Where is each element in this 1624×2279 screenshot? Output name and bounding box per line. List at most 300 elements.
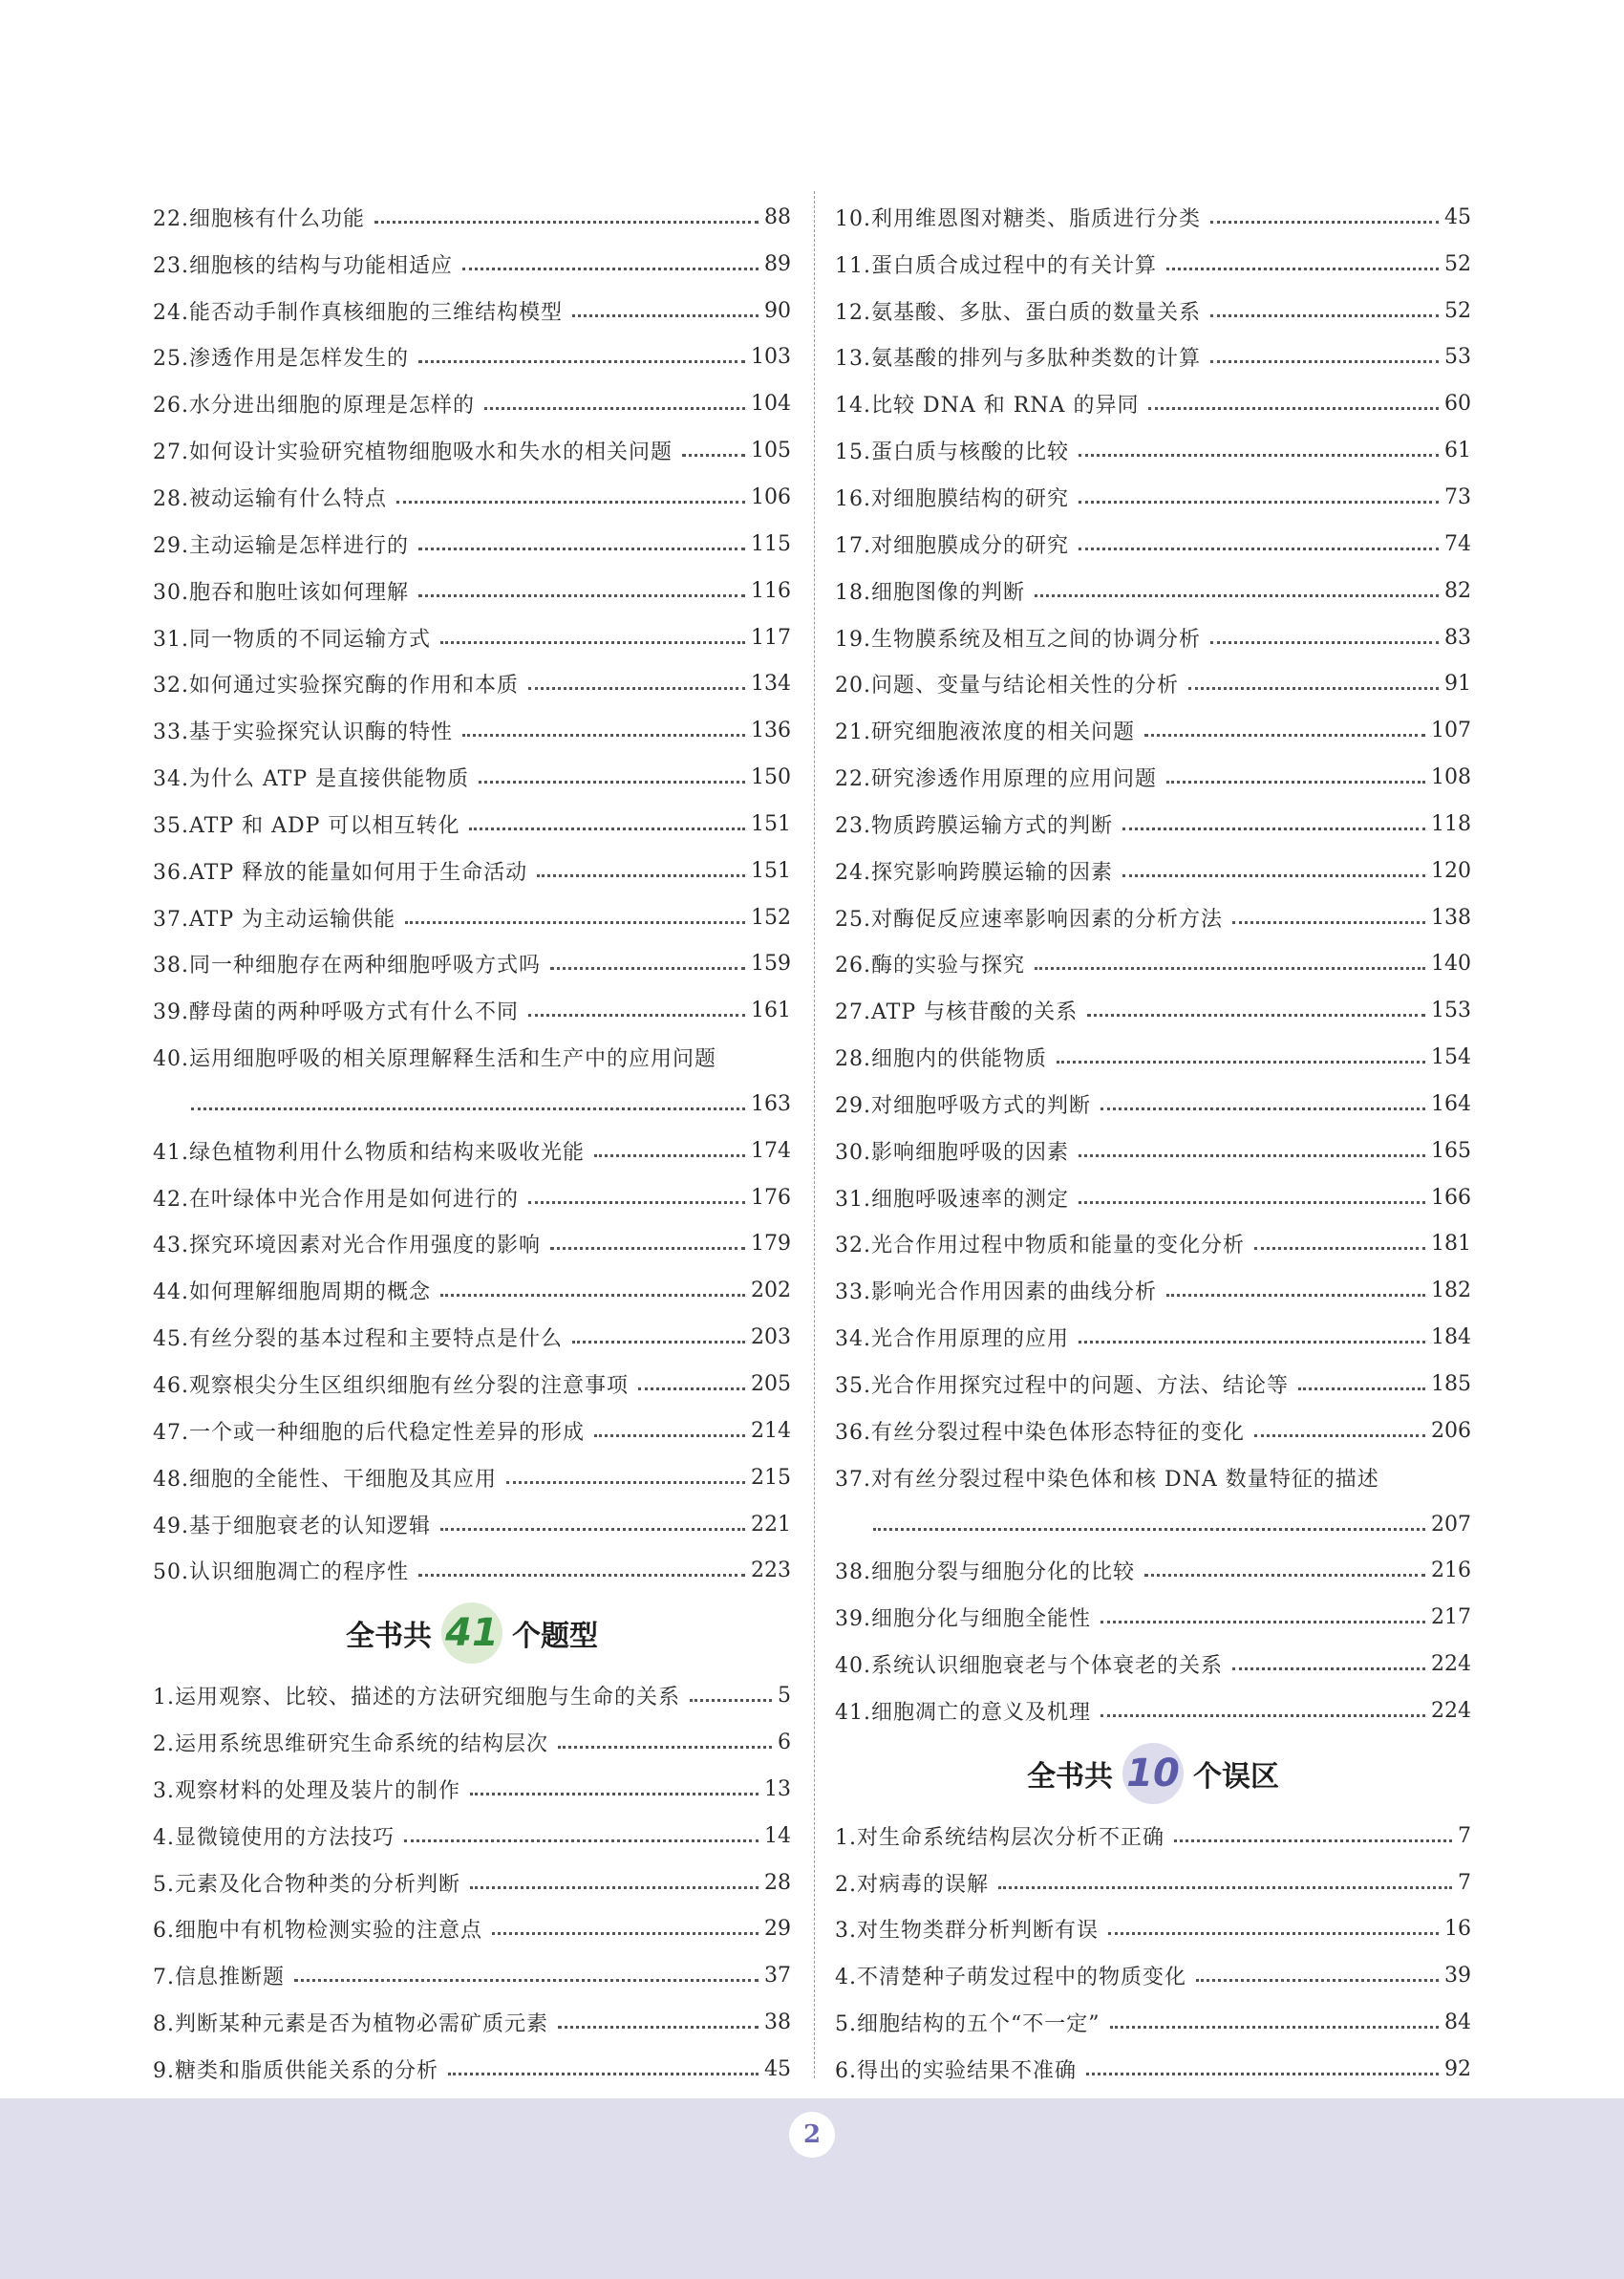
leader-dots xyxy=(1254,1434,1425,1437)
entry-title: 35.光合作用探究过程中的问题、方法、结论等 xyxy=(835,1374,1289,1399)
leader-dots xyxy=(1100,1107,1425,1110)
entry-page: 163 xyxy=(751,1091,791,1116)
entry-page: 164 xyxy=(1431,1091,1471,1116)
entry-title: 29.主动运输是怎样进行的 xyxy=(153,533,409,558)
toc-entry[interactable] xyxy=(153,568,791,614)
leader-dots xyxy=(873,1528,1425,1531)
entry-title: 28.被动运输有什么特点 xyxy=(153,486,387,511)
leader-dots xyxy=(1122,828,1425,830)
entry-title: 37.ATP 为主动运输供能 xyxy=(153,907,396,932)
toc-entry[interactable] xyxy=(835,1034,1471,1081)
entry-page: 152 xyxy=(751,905,791,930)
entry-title: 42.在叶绿体中光合作用是如何进行的 xyxy=(153,1187,519,1212)
entry-title: 20.问题、变量与结论相关性的分析 xyxy=(835,674,1179,699)
entry-title: 50.认识细胞凋亡的程序性 xyxy=(153,1560,409,1585)
toc-entry[interactable] xyxy=(835,194,1471,241)
leader-dots xyxy=(1079,1341,1425,1344)
entry-title: 49.基于细胞衰老的认知逻辑 xyxy=(153,1514,431,1538)
entry-page: 38 xyxy=(764,2010,791,2035)
entry-page: 181 xyxy=(1431,1232,1471,1257)
entry-page: 39 xyxy=(1444,1964,1471,1989)
entry-title: 3.观察材料的处理及装片的制作 xyxy=(153,1778,460,1803)
entry-title: 34.为什么 ATP 是直接供能物质 xyxy=(153,767,470,792)
entry-page: 89 xyxy=(764,251,791,276)
toc-entry[interactable] xyxy=(835,1688,1471,1734)
leader-dots xyxy=(440,1294,745,1297)
entry-page: 140 xyxy=(1431,952,1471,977)
entry-page: 90 xyxy=(764,298,791,323)
entry-title: 16.对细胞膜结构的研究 xyxy=(835,486,1069,511)
leader-dots xyxy=(1166,268,1439,270)
toc-entry[interactable] xyxy=(153,1174,791,1221)
entry-page: 83 xyxy=(1444,625,1471,650)
toc-entry[interactable] xyxy=(835,1081,1471,1128)
toc-entry[interactable] xyxy=(153,521,791,568)
entry-page: 60 xyxy=(1444,392,1471,417)
leader-dots xyxy=(404,1839,759,1842)
leader-dots xyxy=(572,314,759,317)
entry-title: 36.ATP 释放的能量如何用于生命活动 xyxy=(153,860,528,885)
entry-page: 52 xyxy=(1444,298,1471,323)
toc-entry[interactable] xyxy=(835,241,1471,288)
leader-dots xyxy=(1254,1247,1425,1250)
entry-page: 14 xyxy=(764,1823,791,1848)
entry-title: 18.细胞图像的判断 xyxy=(835,580,1025,605)
leader-dots xyxy=(1122,874,1425,877)
entry-title: 3.对生物类群分析判断有误 xyxy=(835,1919,1099,1944)
toc-entry[interactable] xyxy=(153,1314,791,1361)
entry-title: 6.细胞中有机物检测实验的注意点 xyxy=(153,1919,482,1944)
section-header-types xyxy=(153,1594,791,1672)
entry-page: 166 xyxy=(1431,1185,1471,1210)
leader-dots xyxy=(506,1481,745,1484)
entry-title: 31.同一物质的不同运输方式 xyxy=(153,627,431,652)
leader-dots xyxy=(1079,548,1439,550)
toc-entry-continuation[interactable] xyxy=(835,1501,1471,1548)
entry-title: 4.不清楚种子萌发过程中的物质变化 xyxy=(835,1966,1186,1990)
entry-title: 33.基于实验探究认识酶的特性 xyxy=(153,720,453,745)
toc-entry[interactable] xyxy=(835,380,1471,427)
entry-title: 39.细胞分化与细胞全能性 xyxy=(835,1607,1091,1632)
leader-dots xyxy=(1144,734,1425,737)
entry-title: 46.观察根尖分生区组织细胞有丝分裂的注意事项 xyxy=(153,1374,629,1399)
section-prefix: 全书共 xyxy=(346,1620,432,1654)
entry-page: 117 xyxy=(751,625,791,650)
toc-entry[interactable] xyxy=(153,801,791,848)
entry-page: 224 xyxy=(1431,1698,1471,1723)
entry-title: 9.糖类和脂质供能关系的分析 xyxy=(153,2058,438,2083)
leader-dots xyxy=(418,1574,745,1577)
entry-title: 47.一个或一种细胞的后代稳定性差异的形成 xyxy=(153,1420,585,1445)
leader-dots xyxy=(484,407,745,410)
toc-entry[interactable] xyxy=(835,568,1471,614)
toc-entry[interactable] xyxy=(835,1999,1471,2046)
leader-dots xyxy=(1148,407,1439,410)
leader-dots xyxy=(1057,1061,1425,1064)
entry-page: 221 xyxy=(751,1512,791,1537)
toc-entry[interactable] xyxy=(835,1860,1471,1906)
toc-entry[interactable] xyxy=(153,1034,791,1081)
toc-entry[interactable] xyxy=(153,194,791,241)
entry-page: 151 xyxy=(751,811,791,836)
toc-entry[interactable] xyxy=(835,894,1471,941)
entry-title: 13.氨基酸的排列与多肽种类数的计算 xyxy=(835,347,1201,372)
entry-title: 2.对病毒的误解 xyxy=(835,1872,989,1897)
toc-entry[interactable] xyxy=(835,1128,1471,1174)
entry-page: 37 xyxy=(764,1964,791,1989)
entry-page: 52 xyxy=(1444,251,1471,276)
entry-page: 224 xyxy=(1431,1652,1471,1677)
entry-page: 154 xyxy=(1431,1045,1471,1070)
entry-title: 27.如何设计实验研究植物细胞吸水和失水的相关问题 xyxy=(153,441,673,465)
toc-entry[interactable] xyxy=(153,987,791,1034)
section-suffix: 个误区 xyxy=(1193,1759,1279,1794)
entry-page: 203 xyxy=(751,1325,791,1350)
leader-dots xyxy=(1035,594,1439,597)
leader-dots xyxy=(418,360,745,363)
toc-entry[interactable] xyxy=(153,241,791,288)
page-number: 2 xyxy=(789,2112,835,2158)
toc-entry[interactable] xyxy=(153,1361,791,1408)
toc-entry[interactable] xyxy=(153,1221,791,1268)
toc-entry[interactable] xyxy=(153,380,791,427)
leader-dots xyxy=(1188,687,1439,690)
leader-dots xyxy=(294,1979,759,1982)
toc-entry[interactable] xyxy=(153,1719,791,1766)
leader-dots xyxy=(537,874,745,877)
entry-page: 118 xyxy=(1431,811,1471,836)
count-badge: 10 xyxy=(1122,1743,1184,1804)
leader-dots xyxy=(1079,1154,1425,1157)
toc-entry[interactable] xyxy=(153,1906,791,1953)
leader-dots xyxy=(528,687,745,690)
leader-dots xyxy=(572,1341,745,1344)
entry-title: 28.细胞内的供能物质 xyxy=(835,1047,1047,1072)
toc-entry[interactable] xyxy=(835,1547,1471,1594)
entry-title: 45.有丝分裂的基本过程和主要特点是什么 xyxy=(153,1327,563,1352)
section-suffix: 个题型 xyxy=(512,1620,598,1654)
entry-page: 82 xyxy=(1444,578,1471,603)
entry-title: 23.细胞核的结构与功能相适应 xyxy=(153,253,453,278)
leader-dots xyxy=(1079,501,1439,504)
entry-page: 202 xyxy=(751,1279,791,1303)
toc-entry[interactable] xyxy=(835,754,1471,801)
right-column xyxy=(835,194,1471,2093)
entry-page: 185 xyxy=(1431,1372,1471,1397)
toc-entry[interactable] xyxy=(153,288,791,334)
toc-entry[interactable] xyxy=(153,894,791,941)
entry-page: 13 xyxy=(764,1776,791,1801)
toc-entry[interactable] xyxy=(153,1672,791,1719)
leader-dots xyxy=(682,454,745,457)
entry-title: 38.细胞分裂与细胞分化的比较 xyxy=(835,1560,1135,1585)
toc-entry[interactable] xyxy=(153,1766,791,1813)
entry-page: 16 xyxy=(1444,1917,1471,1942)
toc-entry[interactable] xyxy=(835,521,1471,568)
entry-title: 23.物质跨膜运输方式的判断 xyxy=(835,813,1113,838)
entry-title: 1.运用观察、比较、描述的方法研究细胞与生命的关系 xyxy=(153,1686,680,1710)
toc-entry[interactable] xyxy=(835,1906,1471,1953)
leader-dots xyxy=(1210,221,1439,224)
left-column xyxy=(153,194,791,2093)
toc-entry[interactable] xyxy=(153,848,791,894)
entry-page: 136 xyxy=(751,719,791,743)
leader-dots xyxy=(418,548,745,550)
toc-entry[interactable] xyxy=(153,1999,791,2046)
entry-title: 11.蛋白质合成过程中的有关计算 xyxy=(835,253,1157,278)
entry-page: 174 xyxy=(751,1138,791,1163)
leader-dots xyxy=(1035,967,1425,970)
leader-dots xyxy=(448,2073,759,2075)
leader-dots xyxy=(594,1154,745,1157)
entry-title: 24.探究影响跨膜运输的因素 xyxy=(835,860,1113,885)
entry-page: 53 xyxy=(1444,345,1471,370)
toc-entry[interactable] xyxy=(835,1361,1471,1408)
entry-page: 107 xyxy=(1431,719,1471,743)
entry-title: 17.对细胞膜成分的研究 xyxy=(835,533,1069,558)
leader-dots xyxy=(638,1387,745,1390)
toc-entry[interactable] xyxy=(835,474,1471,521)
toc-entry[interactable] xyxy=(835,1221,1471,1268)
toc-entry[interactable] xyxy=(153,1454,791,1501)
leader-dots xyxy=(492,1932,759,1935)
toc-entry[interactable] xyxy=(835,660,1471,707)
entry-page: 28 xyxy=(764,1870,791,1895)
entry-page: 179 xyxy=(751,1232,791,1257)
section-header-errors xyxy=(835,1734,1471,1813)
toc-entry[interactable] xyxy=(153,2046,791,2093)
entry-title: 29.对细胞呼吸方式的判断 xyxy=(835,1093,1091,1118)
entry-title: 36.有丝分裂过程中染色体形态特征的变化 xyxy=(835,1420,1245,1445)
entry-title: 40.运用细胞呼吸的相关原理解释生活和生产中的应用问题 xyxy=(153,1047,716,1072)
toc-entry[interactable] xyxy=(835,427,1471,474)
toc-entry[interactable] xyxy=(835,941,1471,988)
entry-title: 12.氨基酸、多肽、蛋白质的数量关系 xyxy=(835,300,1201,325)
entry-title: 5.细胞结构的五个“不一定” xyxy=(835,2012,1100,2037)
entry-title: 27.ATP 与核苷酸的关系 xyxy=(835,1000,1079,1025)
entry-title: 30.胞吞和胞吐该如何理解 xyxy=(153,580,409,605)
toc-entry[interactable] xyxy=(153,707,791,754)
entry-title: 22.细胞核有什么功能 xyxy=(153,206,365,231)
entry-page: 6 xyxy=(778,1731,791,1755)
entry-page: 5 xyxy=(778,1684,791,1709)
entry-title: 26.水分进出细胞的原理是怎样的 xyxy=(153,394,475,419)
toc-entry[interactable] xyxy=(835,1314,1471,1361)
leader-dots xyxy=(1166,1294,1425,1297)
toc-entry[interactable] xyxy=(153,1813,791,1860)
toc-entry[interactable] xyxy=(835,1594,1471,1641)
leader-dots xyxy=(528,1014,745,1017)
entry-title: 1.对生命系统结构层次分析不正确 xyxy=(835,1825,1165,1850)
entry-title: 32.光合作用过程中物质和能量的变化分析 xyxy=(835,1234,1245,1258)
entry-page: 61 xyxy=(1444,439,1471,463)
entry-page: 105 xyxy=(751,439,791,463)
entry-title: 43.探究环境因素对光合作用强度的影响 xyxy=(153,1234,541,1258)
leader-dots xyxy=(1232,921,1425,924)
entry-title: 30.影响细胞呼吸的因素 xyxy=(835,1140,1069,1165)
entry-page: 88 xyxy=(764,204,791,229)
toc-entry[interactable] xyxy=(153,427,791,474)
leader-dots xyxy=(1166,781,1425,784)
toc-entry[interactable] xyxy=(835,288,1471,334)
toc-entry[interactable] xyxy=(835,614,1471,661)
toc-entry[interactable] xyxy=(835,848,1471,894)
leader-dots xyxy=(1210,314,1439,317)
leader-dots xyxy=(374,221,759,224)
entry-title: 35.ATP 和 ADP 可以相互转化 xyxy=(153,813,460,838)
entry-page: 159 xyxy=(751,952,791,977)
toc-entry[interactable] xyxy=(153,1501,791,1548)
entry-page: 104 xyxy=(751,392,791,417)
entry-title: 34.光合作用原理的应用 xyxy=(835,1327,1069,1352)
leader-dots xyxy=(470,1886,759,1889)
entry-page: 150 xyxy=(751,765,791,790)
toc-entry[interactable] xyxy=(835,1813,1471,1860)
entry-page: 29 xyxy=(764,1917,791,1942)
entry-title: 41.细胞凋亡的意义及机理 xyxy=(835,1700,1091,1725)
entry-page: 74 xyxy=(1444,531,1471,556)
entry-title: 26.酶的实验与探究 xyxy=(835,954,1025,978)
entry-title: 19.生物膜系统及相互之间的协调分析 xyxy=(835,627,1201,652)
entry-page: 84 xyxy=(1444,2010,1471,2035)
entry-title: 33.影响光合作用因素的曲线分析 xyxy=(835,1280,1157,1305)
toc-entry[interactable] xyxy=(153,1408,791,1454)
leader-dots xyxy=(998,1886,1452,1889)
leader-dots xyxy=(550,1247,745,1250)
entry-page: 120 xyxy=(1431,858,1471,883)
toc-entry-continuation[interactable] xyxy=(153,1081,791,1128)
leader-dots xyxy=(1079,1201,1425,1204)
entry-page: 223 xyxy=(751,1559,791,1583)
entry-page: 106 xyxy=(751,484,791,509)
entry-title: 44.如何理解细胞周期的概念 xyxy=(153,1280,431,1305)
entry-page: 207 xyxy=(1431,1512,1471,1537)
toc-entry[interactable] xyxy=(835,987,1471,1034)
toc-entry[interactable] xyxy=(153,1128,791,1174)
entry-page: 108 xyxy=(1431,765,1471,790)
entry-title: 24.能否动手制作真核细胞的三维结构模型 xyxy=(153,300,563,325)
entry-title: 6.得出的实验结果不准确 xyxy=(835,2058,1077,2083)
entry-page: 45 xyxy=(1444,204,1471,229)
leader-dots xyxy=(1232,1667,1425,1670)
leader-dots xyxy=(1210,360,1439,363)
toc-entry[interactable] xyxy=(835,1641,1471,1688)
entry-title: 48.细胞的全能性、干细胞及其应用 xyxy=(153,1467,497,1492)
leader-dots xyxy=(558,1746,772,1749)
leader-dots xyxy=(479,781,745,784)
toc-entry[interactable] xyxy=(153,1952,791,1999)
toc-entry[interactable] xyxy=(153,941,791,988)
entry-title: 31.细胞呼吸速率的测定 xyxy=(835,1187,1069,1212)
entry-title: 25.对酶促反应速率影响因素的分析方法 xyxy=(835,907,1223,932)
entry-page: 92 xyxy=(1444,2056,1471,2081)
entry-page: 153 xyxy=(1431,999,1471,1023)
entry-title: 38.同一种细胞存在两种细胞呼吸方式吗 xyxy=(153,954,541,978)
leader-dots xyxy=(1108,1932,1439,1935)
leader-dots xyxy=(1196,1979,1439,1982)
leader-dots xyxy=(558,2026,759,2029)
leader-dots xyxy=(690,1699,772,1702)
leader-dots xyxy=(469,828,745,830)
leader-dots xyxy=(1110,2026,1440,2029)
toc-entry[interactable] xyxy=(835,334,1471,381)
leader-dots xyxy=(396,501,745,504)
entry-title: 14.比较 DNA 和 RNA 的异同 xyxy=(835,394,1140,419)
toc-entry[interactable] xyxy=(835,2046,1471,2093)
leader-dots xyxy=(528,1201,745,1204)
entry-page: 184 xyxy=(1431,1325,1471,1350)
leader-dots xyxy=(1087,1014,1425,1017)
toc-entry[interactable] xyxy=(835,1408,1471,1454)
toc-entry[interactable] xyxy=(153,334,791,381)
entry-page: 214 xyxy=(751,1418,791,1443)
toc-entry[interactable] xyxy=(835,707,1471,754)
toc-entry[interactable] xyxy=(835,1952,1471,1999)
entry-title: 4.显微镜使用的方法技巧 xyxy=(153,1825,395,1850)
entry-title: 39.酵母菌的两种呼吸方式有什么不同 xyxy=(153,1000,519,1025)
toc-entry[interactable] xyxy=(153,1860,791,1906)
toc-entry[interactable] xyxy=(153,614,791,661)
entry-page: 7 xyxy=(1458,1870,1471,1895)
toc-entry[interactable] xyxy=(153,1267,791,1314)
toc-entry[interactable] xyxy=(835,1174,1471,1221)
leader-dots xyxy=(440,1528,745,1531)
leader-dots xyxy=(470,1793,759,1795)
entry-title: 25.渗透作用是怎样发生的 xyxy=(153,347,409,372)
entry-page: 134 xyxy=(751,672,791,697)
toc-entry[interactable] xyxy=(153,474,791,521)
leader-dots xyxy=(462,268,759,270)
entry-title: 5.元素及化合物种类的分析判断 xyxy=(153,1872,460,1897)
entry-page: 216 xyxy=(1431,1559,1471,1583)
leader-dots xyxy=(440,641,745,644)
entry-title: 7.信息推断题 xyxy=(153,1966,285,1990)
entry-title: 15.蛋白质与核酸的比较 xyxy=(835,441,1069,465)
toc-entry[interactable] xyxy=(835,1454,1471,1501)
toc-entry[interactable] xyxy=(153,660,791,707)
entry-title: 2.运用系统思维研究生命系统的结构层次 xyxy=(153,1732,548,1757)
entry-page: 115 xyxy=(751,531,791,556)
entry-page: 103 xyxy=(751,345,791,370)
entry-page: 91 xyxy=(1444,672,1471,697)
entry-page: 151 xyxy=(751,858,791,883)
entry-page: 182 xyxy=(1431,1279,1471,1303)
leader-dots xyxy=(1100,1714,1425,1717)
leader-dots xyxy=(462,734,745,737)
leader-dots xyxy=(191,1107,745,1110)
leader-dots xyxy=(594,1434,745,1437)
entry-page: 215 xyxy=(751,1465,791,1490)
leader-dots xyxy=(405,921,745,924)
leader-dots xyxy=(1298,1387,1425,1390)
entry-title: 40.系统认识细胞衰老与个体衰老的关系 xyxy=(835,1654,1223,1679)
leader-dots xyxy=(1144,1574,1425,1577)
count-badge: 41 xyxy=(441,1602,502,1664)
entry-title: 22.研究渗透作用原理的应用问题 xyxy=(835,767,1157,792)
toc-entry[interactable] xyxy=(835,1267,1471,1314)
entry-title: 21.研究细胞液浓度的相关问题 xyxy=(835,720,1135,745)
entry-title: 41.绿色植物利用什么物质和结构来吸收光能 xyxy=(153,1140,585,1165)
leader-dots xyxy=(550,967,745,970)
toc-entry[interactable] xyxy=(153,754,791,801)
entry-page: 165 xyxy=(1431,1138,1471,1163)
entry-page: 161 xyxy=(751,999,791,1023)
toc-entry[interactable] xyxy=(835,801,1471,848)
entry-page: 7 xyxy=(1458,1823,1471,1848)
entry-page: 176 xyxy=(751,1185,791,1210)
leader-dots xyxy=(1100,1621,1425,1623)
toc-entry[interactable] xyxy=(153,1547,791,1594)
